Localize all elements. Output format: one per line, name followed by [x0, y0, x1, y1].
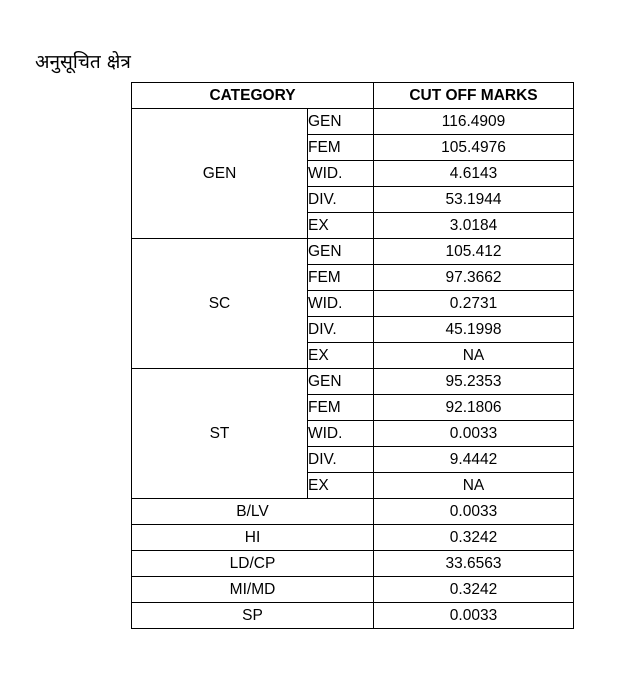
table-row: [132, 525, 574, 551]
cutoff-value: 3.0184: [374, 213, 574, 239]
table-row: [132, 369, 574, 395]
cutoff-value: 4.6143: [374, 161, 574, 187]
subcategory-cell: FEM: [308, 395, 374, 421]
subcategory-cell: FEM: [308, 135, 374, 161]
cutoff-value: 0.0033: [374, 603, 574, 629]
cutoff-value: 105.4976: [374, 135, 574, 161]
cutoff-value: 0.0033: [374, 499, 574, 525]
subcategory-cell: GEN: [308, 369, 374, 395]
subcategory-cell: EX: [308, 473, 374, 499]
subcategory-cell: EX: [308, 343, 374, 369]
subcategory-cell: DIV.: [308, 447, 374, 473]
cutoff-value: 0.3242: [374, 577, 574, 603]
group-label-st: ST: [132, 369, 308, 499]
header-cutoff-marks: CUT OFF MARKS: [374, 83, 574, 109]
cutoff-value: NA: [374, 343, 574, 369]
cutoff-value: 0.0033: [374, 421, 574, 447]
cutoff-value: 33.6563: [374, 551, 574, 577]
group-label-sc: SC: [132, 239, 308, 369]
table-row: [132, 577, 574, 603]
page-title: अनुसूचित क्षेत्र: [35, 51, 131, 73]
header-category: CATEGORY: [132, 83, 374, 109]
subcategory-cell: WID.: [308, 421, 374, 447]
category-cell: HI: [132, 525, 374, 551]
cutoff-value: 0.3242: [374, 525, 574, 551]
subcategory-cell: FEM: [308, 265, 374, 291]
table-row: [132, 603, 574, 629]
table-header-row: [132, 83, 574, 109]
subcategory-cell: DIV.: [308, 317, 374, 343]
cutoff-value: 0.2731: [374, 291, 574, 317]
cutoff-value: 92.1806: [374, 395, 574, 421]
table-row: [132, 499, 574, 525]
category-cell: SP: [132, 603, 374, 629]
category-cell: MI/MD: [132, 577, 374, 603]
subcategory-cell: GEN: [308, 239, 374, 265]
subcategory-cell: DIV.: [308, 187, 374, 213]
cutoff-value: 95.2353: [374, 369, 574, 395]
cutoff-value: NA: [374, 473, 574, 499]
cutoff-value: 53.1944: [374, 187, 574, 213]
subcategory-cell: GEN: [308, 109, 374, 135]
table-row: [132, 551, 574, 577]
category-cell: LD/CP: [132, 551, 374, 577]
category-cell: B/LV: [132, 499, 374, 525]
cutoff-value: 116.4909: [374, 109, 574, 135]
cutoff-value: 45.1998: [374, 317, 574, 343]
subcategory-cell: WID.: [308, 161, 374, 187]
cutoff-value: 105.412: [374, 239, 574, 265]
table-row: [132, 109, 574, 135]
table-row: [132, 239, 574, 265]
subcategory-cell: EX: [308, 213, 374, 239]
cutoff-value: 97.3662: [374, 265, 574, 291]
cutoff-value: 9.4442: [374, 447, 574, 473]
cutoff-marks-table: [131, 82, 574, 629]
subcategory-cell: WID.: [308, 291, 374, 317]
group-label-gen: GEN: [132, 109, 308, 239]
